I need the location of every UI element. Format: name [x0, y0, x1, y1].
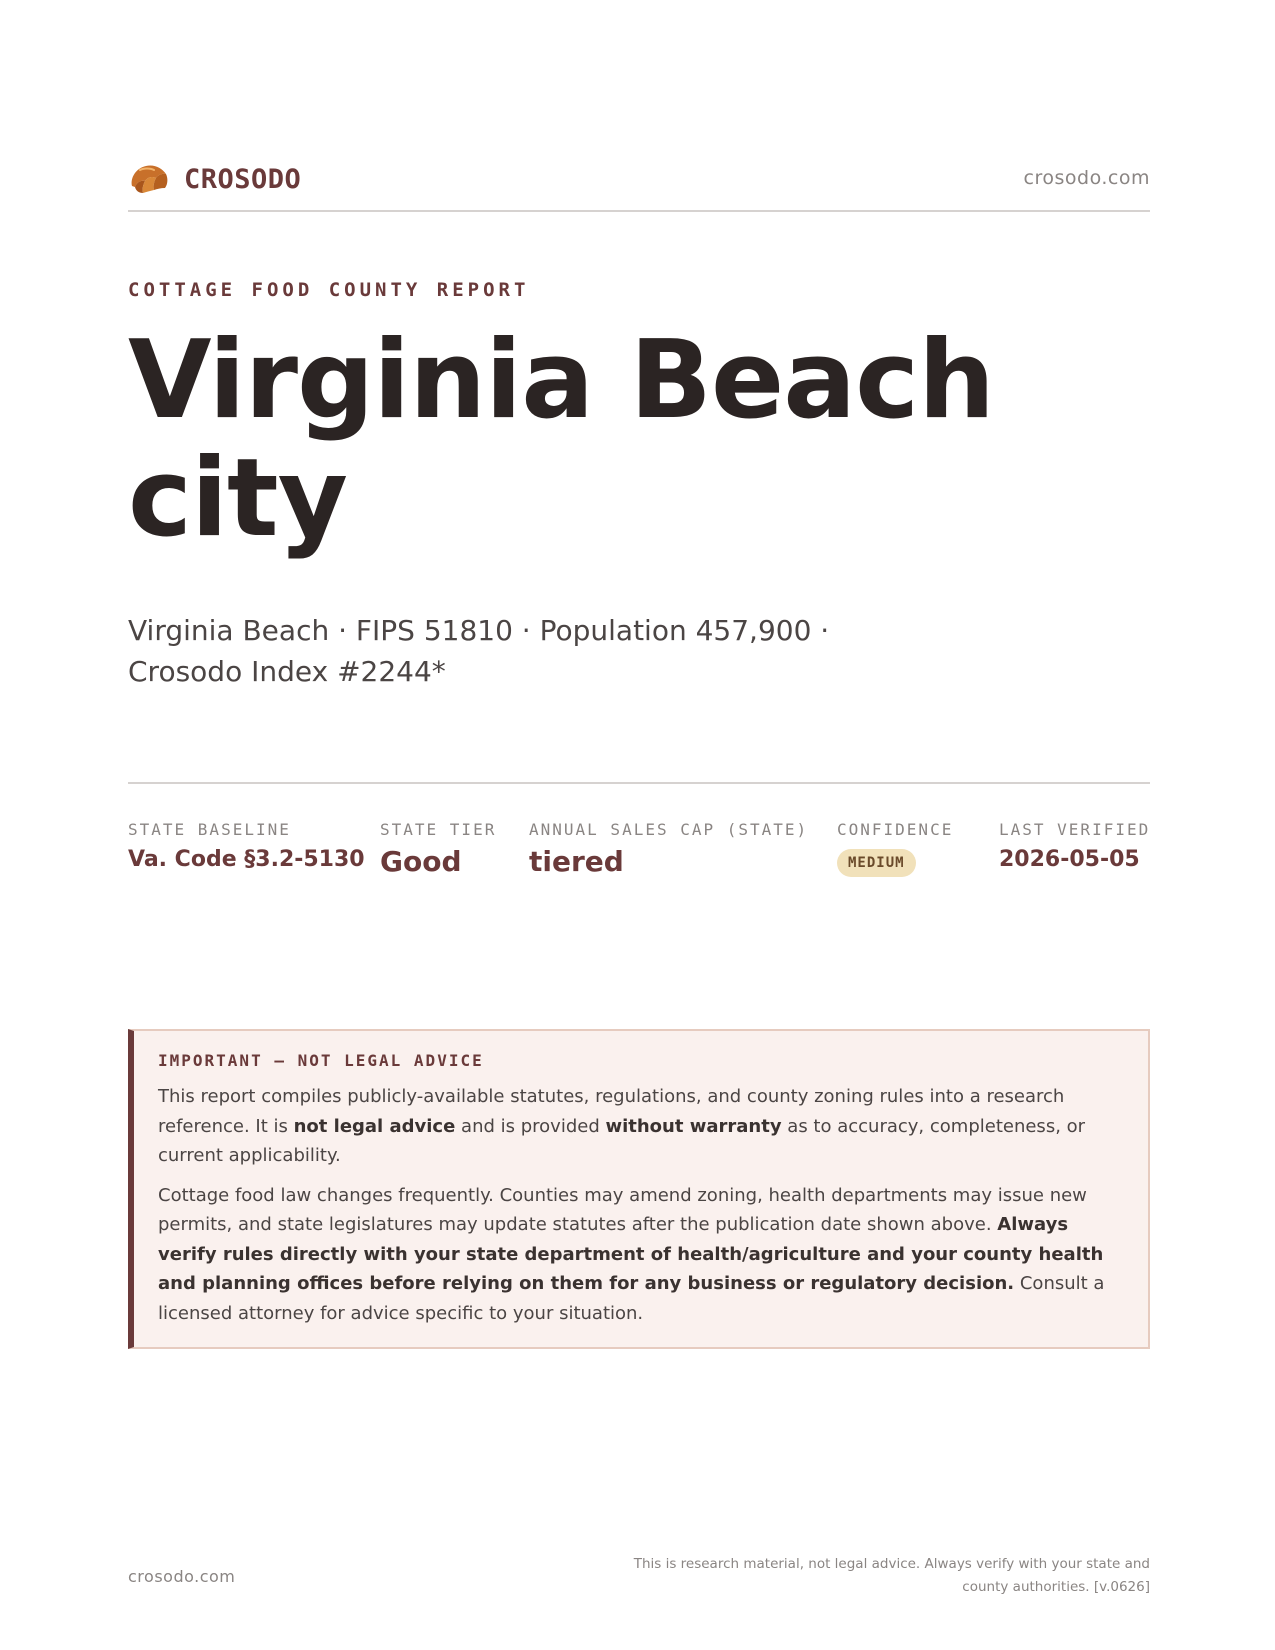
stat-label: STATE BASELINE: [128, 820, 291, 839]
stat-label: LAST VERIFIED: [999, 820, 1151, 839]
report-eyebrow: COTTAGE FOOD COUNTY REPORT: [128, 279, 530, 301]
croissant-icon: [128, 160, 170, 198]
page-title: Virginia Beach city: [128, 318, 995, 561]
stat-state-baseline: [128, 820, 365, 872]
notice-emphasis: Always verify rules directly with your state department of health/agriculture and your county health and planning offices before relying on them for any business or regulatory decision.: [158, 1214, 1104, 1294]
stat-label: STATE TIER: [380, 820, 497, 839]
notice-paragraph: [158, 1082, 1124, 1171]
page-header: [128, 158, 1150, 212]
notice-text: This report compiles publicly-available statutes, regulations, and county zoning rules into a research reference. It is: [158, 1086, 1065, 1137]
stat-annual-sales-cap: [529, 820, 808, 878]
stat-confidence: [837, 820, 953, 877]
report-subtitle: Virginia Beach · FIPS 51810 · Population 457,900 · Crosodo Index #2244*: [128, 614, 830, 688]
notice-text: Cottage food law changes frequently. Counties may amend zoning, health departments may issue new permits, and state legislatures may update statutes after the publication date shown above.: [158, 1184, 1087, 1235]
stat-label: CONFIDENCE: [837, 820, 954, 839]
stat-label: ANNUAL SALES CAP (STATE): [529, 820, 809, 839]
brand: [128, 160, 301, 198]
stats-divider: [128, 782, 1150, 784]
notice-emphasis: without warranty: [605, 1115, 782, 1137]
notice-emphasis: not legal advice: [293, 1115, 456, 1137]
report-page: [128, 0, 1150, 1650]
stat-value: Va. Code §3.2-5130: [128, 847, 365, 872]
stat-value: Good: [380, 845, 462, 878]
notice-text: as to accuracy, completeness, or current applicability.: [158, 1115, 1086, 1166]
notice-paragraph: [158, 1181, 1124, 1329]
stat-value: tiered: [529, 845, 624, 878]
footer-disclaimer: This is research material, not legal advice. Always verify with your state and county authorities. [v.0626]: [633, 1556, 1150, 1595]
header-site-url[interactable]: crosodo.com: [1023, 167, 1150, 189]
notice-text: Consult a licensed attorney for advice specific to your situation.: [158, 1273, 1105, 1324]
confidence-badge: MEDIUM: [837, 849, 916, 877]
stat-state-tier: [380, 820, 496, 878]
notice-heading: IMPORTANT — NOT LEGAL ADVICE: [158, 1051, 484, 1070]
brand-name: CROSODO: [184, 163, 302, 195]
stat-last-verified: [999, 820, 1150, 872]
notice-text: and is provided: [455, 1115, 606, 1137]
stat-value: 2026-05-05: [999, 847, 1140, 872]
legal-notice: [128, 1029, 1150, 1349]
footer-site-url[interactable]: crosodo.com: [128, 1567, 236, 1586]
